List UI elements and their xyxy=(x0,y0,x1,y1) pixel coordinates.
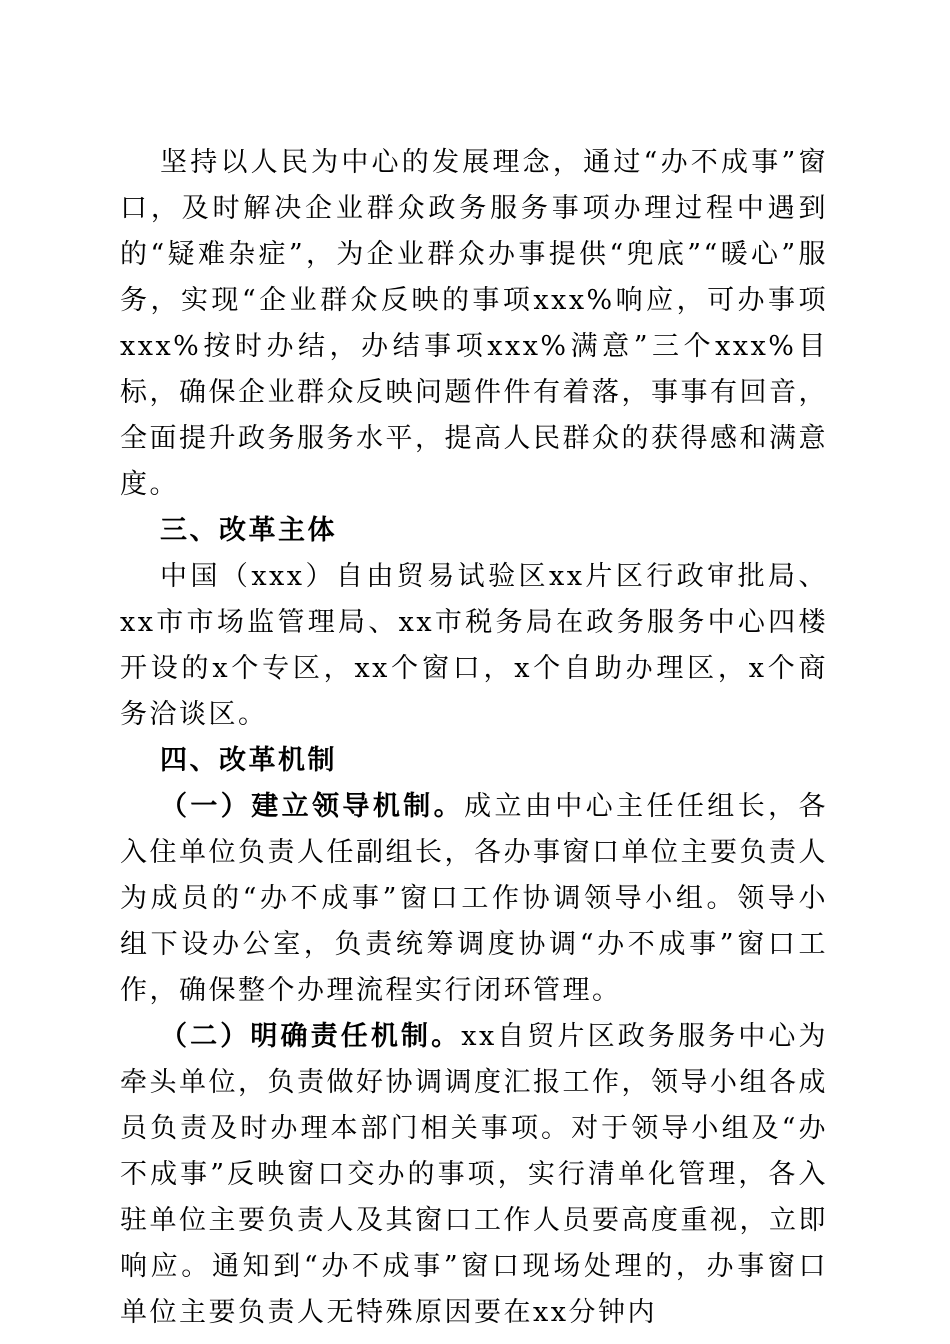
leadership-mechanism-text: 成立由中心主任任组长，各入住单位负责人任副组长，各办事窗口单位主要负责人为成员的“办不成事”窗口工作协调领导小组。领导小组下设办公室，负责统筹调度协调“办不成事”窗口工作，确保整个办理流程实行闭环管理。 xyxy=(120,791,829,1006)
paragraph-responsibility-mechanism xyxy=(120,1014,828,1336)
subheading-responsibility-mechanism: （二）明确责任机制。 xyxy=(160,1021,462,1052)
paragraph-reform-subject: 中国（xxx）自由贸易试验区xx片区行政审批局、xx市市场监管理局、xx市税务局在政务服务中心四楼开设的x个专区，xx个窗口，x个自助办理区，x个商务洽谈区。 xyxy=(120,561,828,730)
responsibility-mechanism-text: xx自贸片区政务服务中心为牵头单位，负责做好协调调度汇报工作，领导小组各成员负责及时办理本部门相关事项。对于领导小组及“办不成事”反映窗口交办的事项，实行清单化管理，各入驻单位主要负责人及其窗口工作人员要高度重视，立即响应。通知到“办不成事”窗口现场处理的，办事窗口单位主要负责人无特殊原因要在xx分钟内 xyxy=(120,1021,828,1328)
document-page xyxy=(120,140,828,1336)
subheading-leadership-mechanism: （一）建立领导机制。 xyxy=(160,791,465,822)
section-heading-reform-mechanism: 四、改革机制 xyxy=(160,745,337,776)
paragraph-goal: 坚持以人民为中心的发展理念，通过“办不成事”窗口，及时解决企业群众政务服务事项办理过程中遇到的“疑难杂症”，为企业群众办事提供“兜底”“暖心”服务，实现“企业群众反映的事项xxx%响应，可办事项xxx%按时办结，办结事项xxx%满意”三个xxx%目标，确保企业群众反映问题件件有着落，事事有回音，全面提升政务服务水平，提高人民群众的获得感和满意度。 xyxy=(120,147,828,500)
section-heading-reform-subject: 三、改革主体 xyxy=(160,515,337,546)
paragraph-leadership-mechanism xyxy=(120,784,828,1014)
